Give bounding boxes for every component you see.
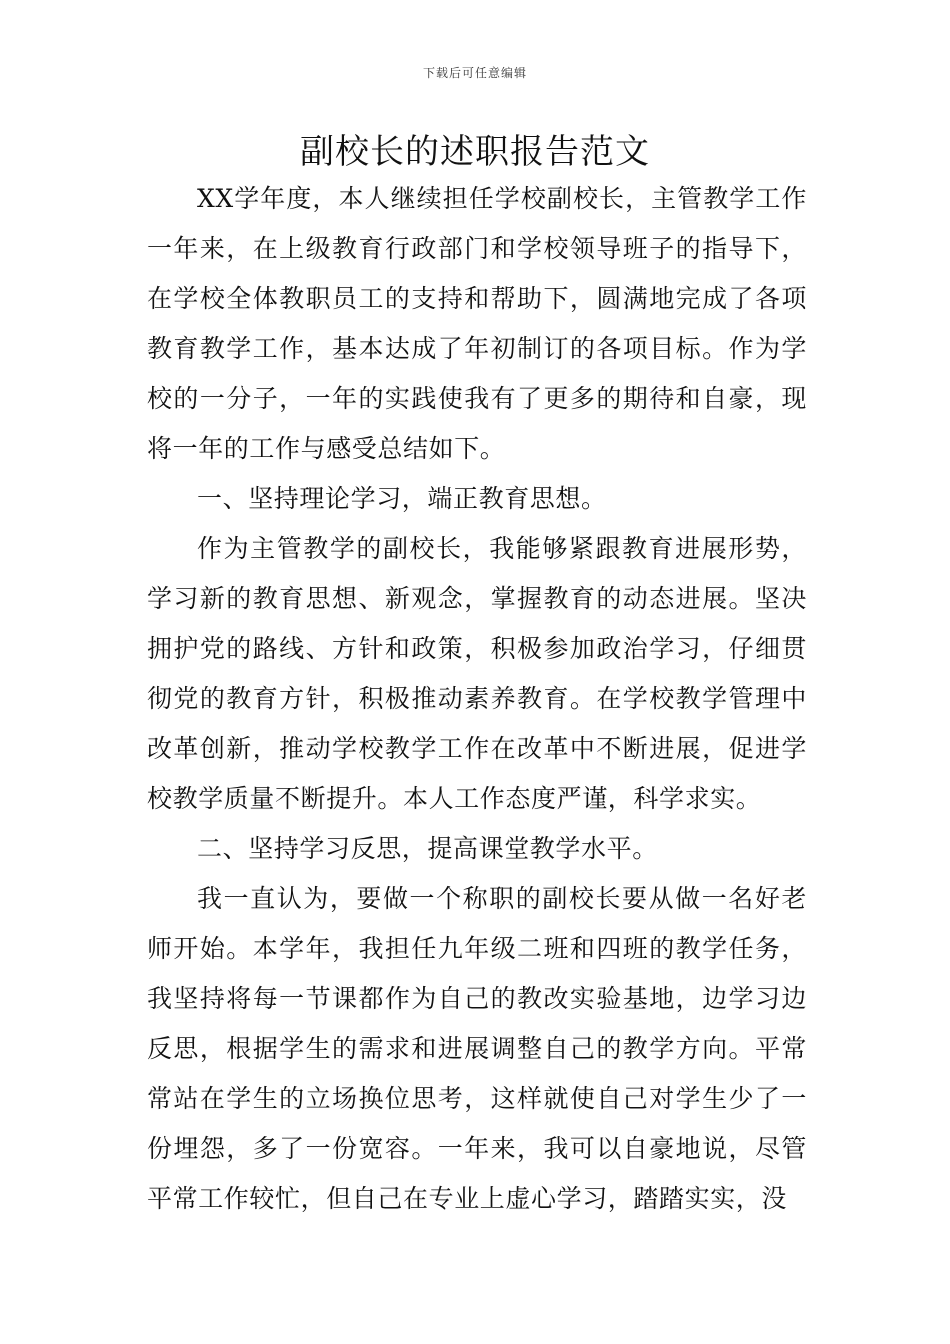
section-heading-1: 一、坚持理论学习，端正教育思想。 (197, 484, 607, 513)
header-note: 下载后可任意编辑 (422, 66, 527, 80)
document-body (147, 174, 807, 1224)
section-heading-2: 二、坚持学习反思，提高课堂教学水平。 (197, 834, 658, 863)
paragraph-section-1: 作为主管教学的副校长，我能够紧跟教育进展形势，学习新的教育思想、新观念，掌握教育的动态进展。坚决拥护党的路线、方针和政策，积极参加政治学习，仔细贯彻党的教育方针，积极推动素养教育。在学校教学管理中改革创新，推动学校教学工作在改革中不断进展，促进学校教学质量不断提升。本人工作态度严谨，科学求实。 (147, 534, 807, 813)
paragraph-section-2: 我一直认为，要做一个称职的副校长要从做一名好老师开始。本学年，我担任九年级二班和四班的教学任务，我坚持将每一节课都作为自己的教改实验基地，边学习边反思，根据学生的需求和进展调整自己的教学方向。平常常站在学生的立场换位思考，这样就使自己对学生少了一份埋怨，多了一份宽容。一年来，我可以自豪地说，尽管平常工作较忙，但自己在专业上虚心学习，踏踏实实，没 (147, 884, 807, 1213)
document-title: 副校长的述职报告范文 (300, 132, 650, 172)
paragraph-intro: XX学年度，本人继续担任学校副校长，主管教学工作一年来，在上级教育行政部门和学校领导班子的指导下，在学校全体教职员工的支持和帮助下，圆满地完成了各项教育教学工作，基本达成了年初制订的各项目标。作为学校的一分子，一年的实践使我有了更多的期待和自豪，现将一年的工作与感受总结如下。 (147, 184, 807, 463)
